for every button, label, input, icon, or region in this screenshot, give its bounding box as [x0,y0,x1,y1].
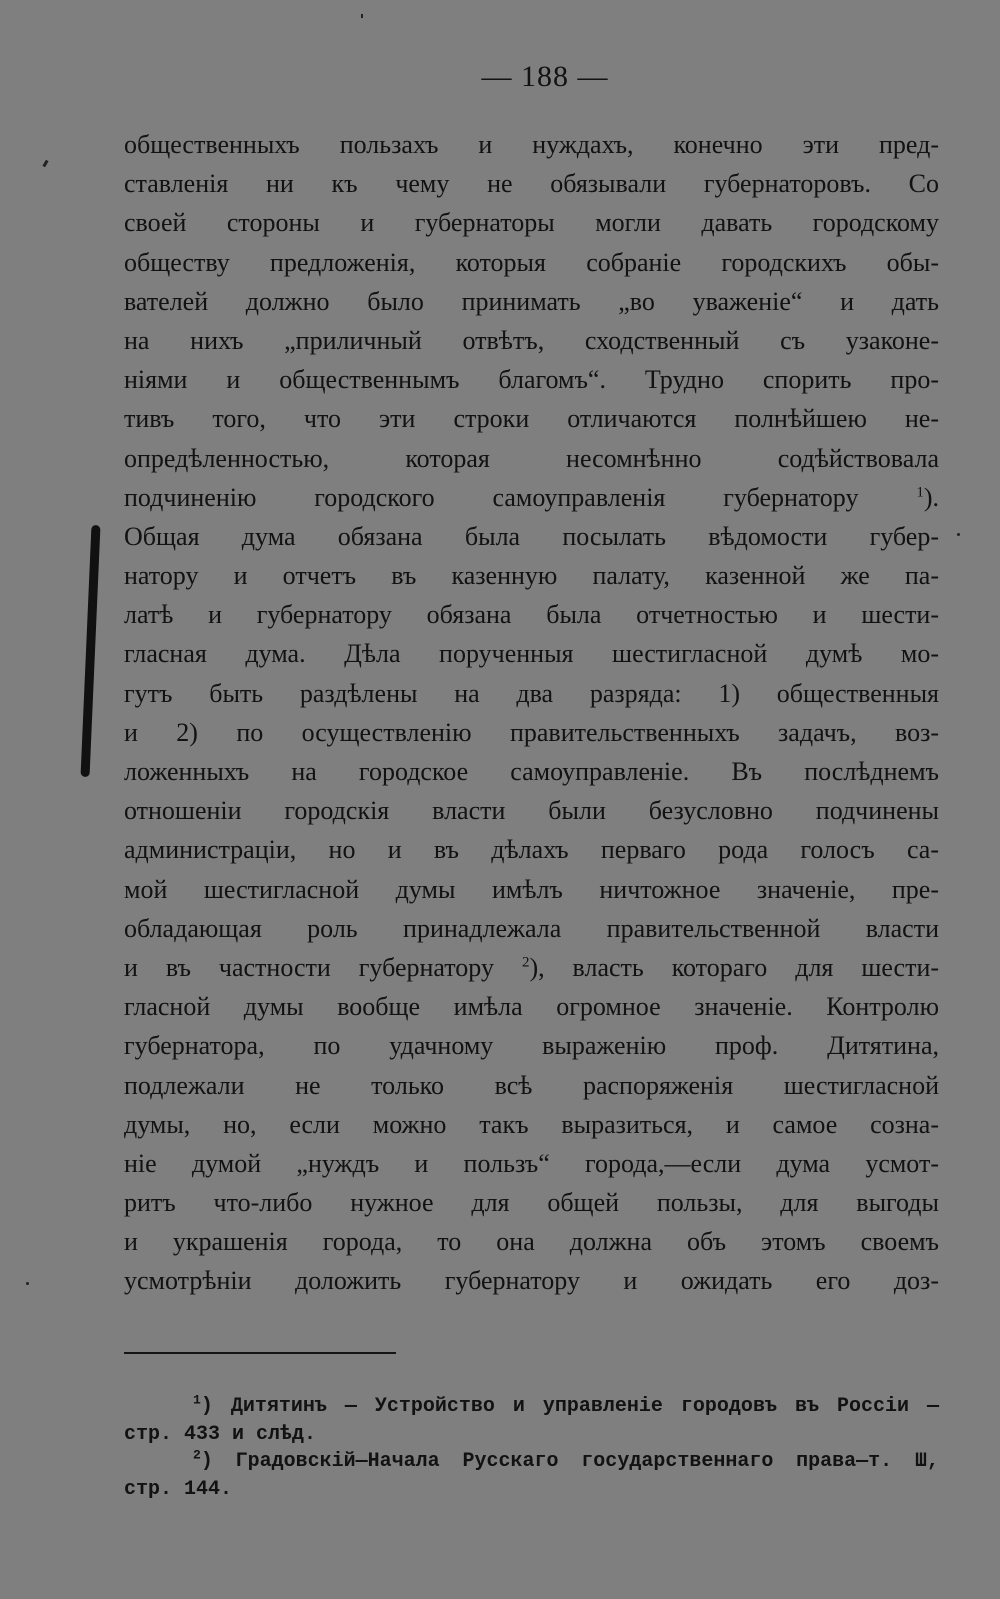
text-line: администраціи, но и въ дѣлахъ перваго рода голосъ са- [124,835,939,865]
text-line: своей стороны и губернаторы могли давать городскому [124,208,939,238]
text-line: натору и отчетъ въ казенную палату, казенной же па- [124,561,939,591]
text-line: подлежали не только всѣ распоряженія шестигласной [124,1070,939,1100]
text-line: тивъ того, что эти строки отличаются полнѣйшею не- [124,404,939,434]
footnote-1-line: стр. 433 и слѣд. [124,1422,317,1446]
text-line: думы, но, если можно такъ выразиться, и самое созна- [124,1109,939,1139]
footnote-2-line: стр. 144. [124,1477,233,1501]
body-text [124,125,939,1301]
footnote-text: ) Дитятинъ — Устройство и управленіе городовъ въ Россіи — [200,1395,939,1418]
margin-pencil-mark [81,525,101,777]
margin-speck [957,533,960,536]
text-line: вателей должно было принимать „во уваженіе“ и дать [124,286,939,316]
text-line: обладающая роль принадлежала правительственной власти [124,913,939,943]
text-line: гласной думы вообще имѣла огромное значеніе. Контролю [124,992,939,1022]
footnote-2-line [124,1448,939,1476]
text-line: ложенныхъ на городское самоуправленіе. Въ послѣднемъ [124,757,939,786]
text-line [124,948,939,987]
text-line [124,478,939,517]
margin-speck [26,1282,29,1285]
text-line: Общая дума обязана была посылать вѣдомости губер- [124,521,939,551]
text-fragment: подчиненію городского самоуправленія губернатору [124,482,859,512]
text-line: губернатора, по удачному выраженію проф. Дитятина, [124,1031,939,1061]
footnote-marker: 2 [193,1447,201,1463]
text-line: ніе думой „нуждъ и пользъ“ города,—если дума усмот- [124,1148,939,1178]
text-line: на нихъ „приличный отвѣтъ, сходственный съ узаконе- [124,325,939,355]
text-line: гутъ быть раздѣлены на два разряда: 1) общественныя [124,678,939,708]
margin-speck [42,160,48,168]
margin-speck [361,14,363,18]
footnotes [124,1393,939,1503]
text-line: и украшенія города, то она должна объ этомъ своемъ [124,1227,939,1257]
text-line: отношеніи городскія власти были безусловно подчинены [124,796,939,826]
footnote-ref: 2 [521,954,530,971]
text-line: мой шестигласной думы имѣлъ ничтожное значеніе, пре- [124,874,939,904]
text-line: латѣ и губернатору обязана была отчетностью и шести- [124,600,939,630]
text-line: общественныхъ пользахъ и нуждахъ, конечно эти пред- [124,130,939,159]
text-fragment: и въ частности губернатору [124,952,494,982]
footnote-marker: 1 [193,1392,201,1408]
footnote-divider [124,1352,396,1354]
text-line: ставленія ни къ чему не обязывали губернаторовъ. Со [124,169,939,199]
text-fragment: ), власть котораго для шести- [529,952,940,982]
text-line: усмотрѣніи доложить губернатору и ожидать его доз- [124,1266,939,1296]
text-line: обществу предложенія, которыя собраніе городскихъ обы- [124,247,939,277]
footnote-text: ) Градовскій—Начала Русскаго государственнаго права—т. Ш, [200,1450,939,1473]
text-line: ніями и общественнымъ благомъ“. Трудно спорить про- [124,365,939,395]
text-line: опредѣленностью, которая несомнѣнно содѣйствовала [124,443,939,473]
page-number: — 188 — [481,60,609,93]
text-fragment: ). [923,482,939,512]
footnote-1-line [124,1393,939,1421]
text-line: гласная дума. Дѣла порученныя шестигласной думѣ мо- [124,639,939,669]
footnote-ref: 1 [916,484,924,501]
text-line: ритъ что-либо нужное для общей пользы, для выгоды [124,1188,939,1218]
text-line: и 2) по осуществленію правительственныхъ задачъ, воз- [124,717,939,747]
